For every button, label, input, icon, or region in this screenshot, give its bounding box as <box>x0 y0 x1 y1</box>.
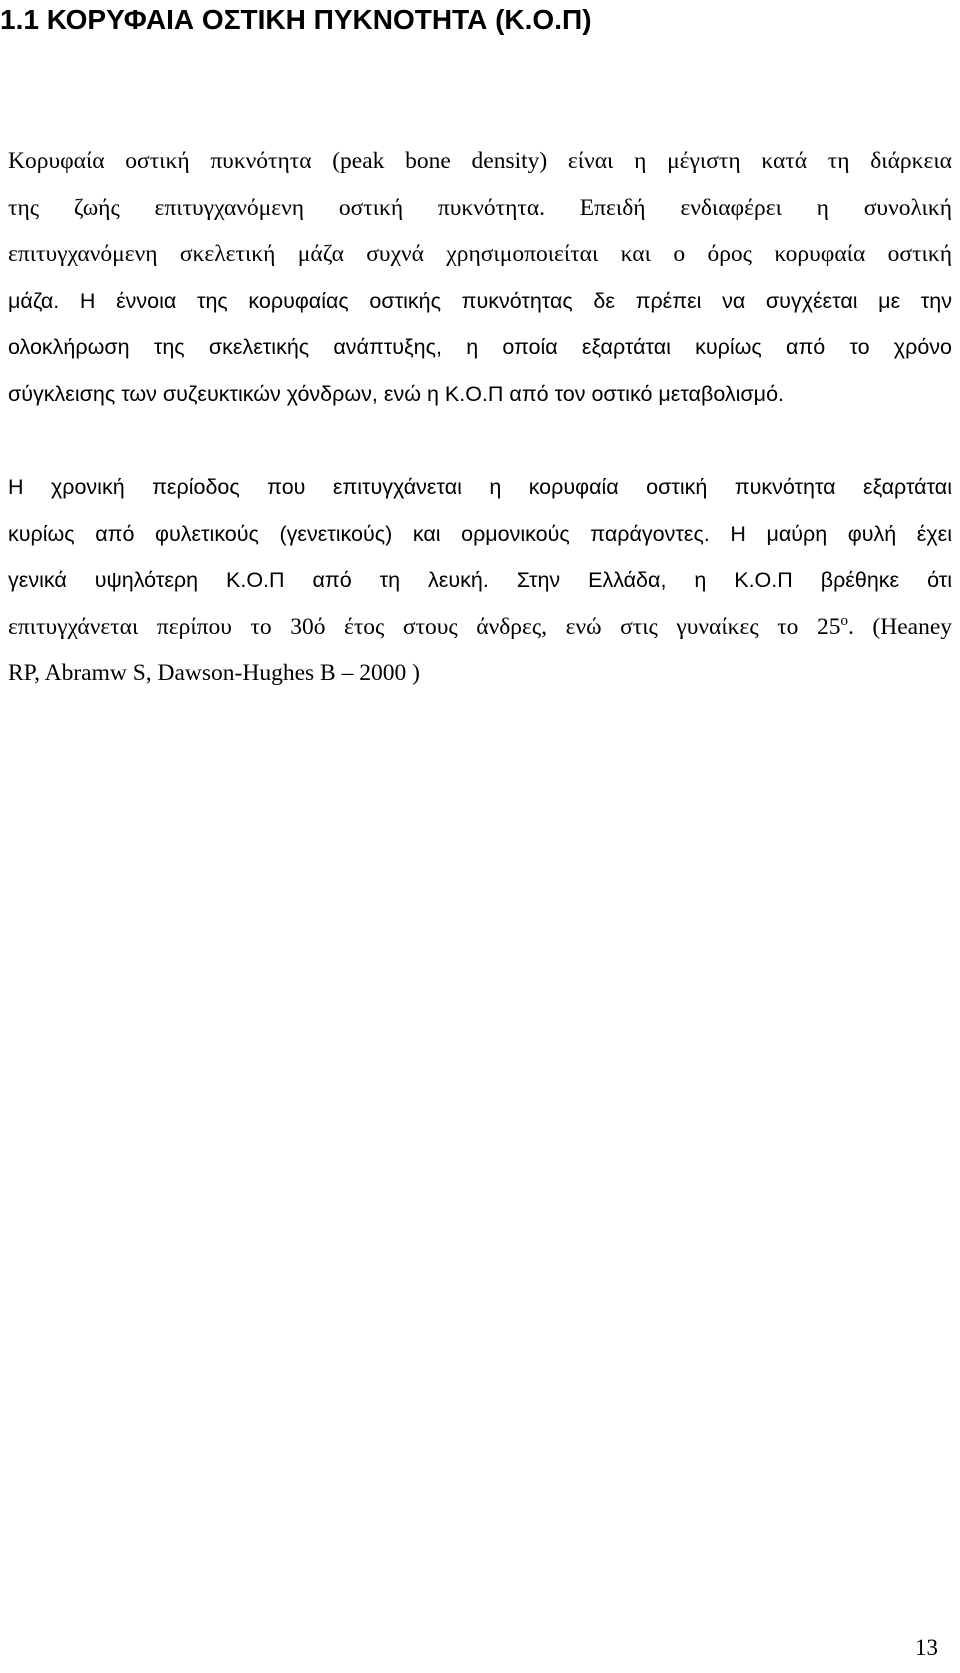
text-line: γενικά υψηλότερη Κ.Ο.Π από τη λευκή. Στην Ελλάδα, η Κ.Ο.Π βρέθηκε ότι <box>8 568 952 592</box>
paragraph-1-sans <box>8 278 952 418</box>
text-line: σύγκλεισης των συζευκτικών χόνδρων, ενώ η Κ.Ο.Π από τον οστικό μεταβολισμό. <box>8 381 784 406</box>
text-line: της ζωής επιτυγχανόμενη οστική πυκνότητα. Επειδή ενδιαφέρει η συνολική <box>8 194 952 221</box>
text-line-with-superscript <box>8 604 952 651</box>
text-line: μάζα. Η έννοια της κορυφαίας οστικής πυκνότητας δε πρέπει να συγχέεται με την <box>8 288 952 313</box>
text-segment: επιτυγχάνεται περίπου το 30ό έτος στους άνδρες, ενώ στις γυναίκες το 25 <box>8 613 841 640</box>
section-heading: 1.1 ΚΟΡΥΦΑΙΑ ΟΣΤΙΚΗ ΠΥΚΝΟΤΗΤΑ (Κ.Ο.Π) <box>0 4 592 35</box>
page-number: 13 <box>915 1635 938 1660</box>
paragraph-2 <box>8 464 952 697</box>
text-line: ολοκλήρωση της σκελετικής ανάπτυξης, η οποία εξαρτάται κυρίως από το χρόνο <box>8 335 952 359</box>
text-line: επιτυγχανόμενη σκελετική μάζα συχνά χρησιμοποιείται και ο όρος κορυφαία οστική <box>8 241 952 267</box>
text-line: Η χρονική περίοδος που επιτυγχάνεται η κορυφαία οστική πυκνότητα εξαρτάται <box>8 475 952 499</box>
superscript: ο <box>840 612 848 629</box>
text-segment: . (Heaney <box>847 613 952 640</box>
paragraph-1-serif <box>8 138 952 278</box>
citation-line: RP, Abramw S, Dawson-Hughes B – 2000 ) <box>8 660 420 686</box>
text-line: κυρίως από φυλετικούς (γενετικούς) και ορμονικούς παράγοντες. Η μαύρη φυλή έχει <box>8 521 952 546</box>
text-line: Κορυφαία οστική πυκνότητα (peak bone density) είναι η μέγιστη κατά τη διάρκεια <box>8 148 952 174</box>
